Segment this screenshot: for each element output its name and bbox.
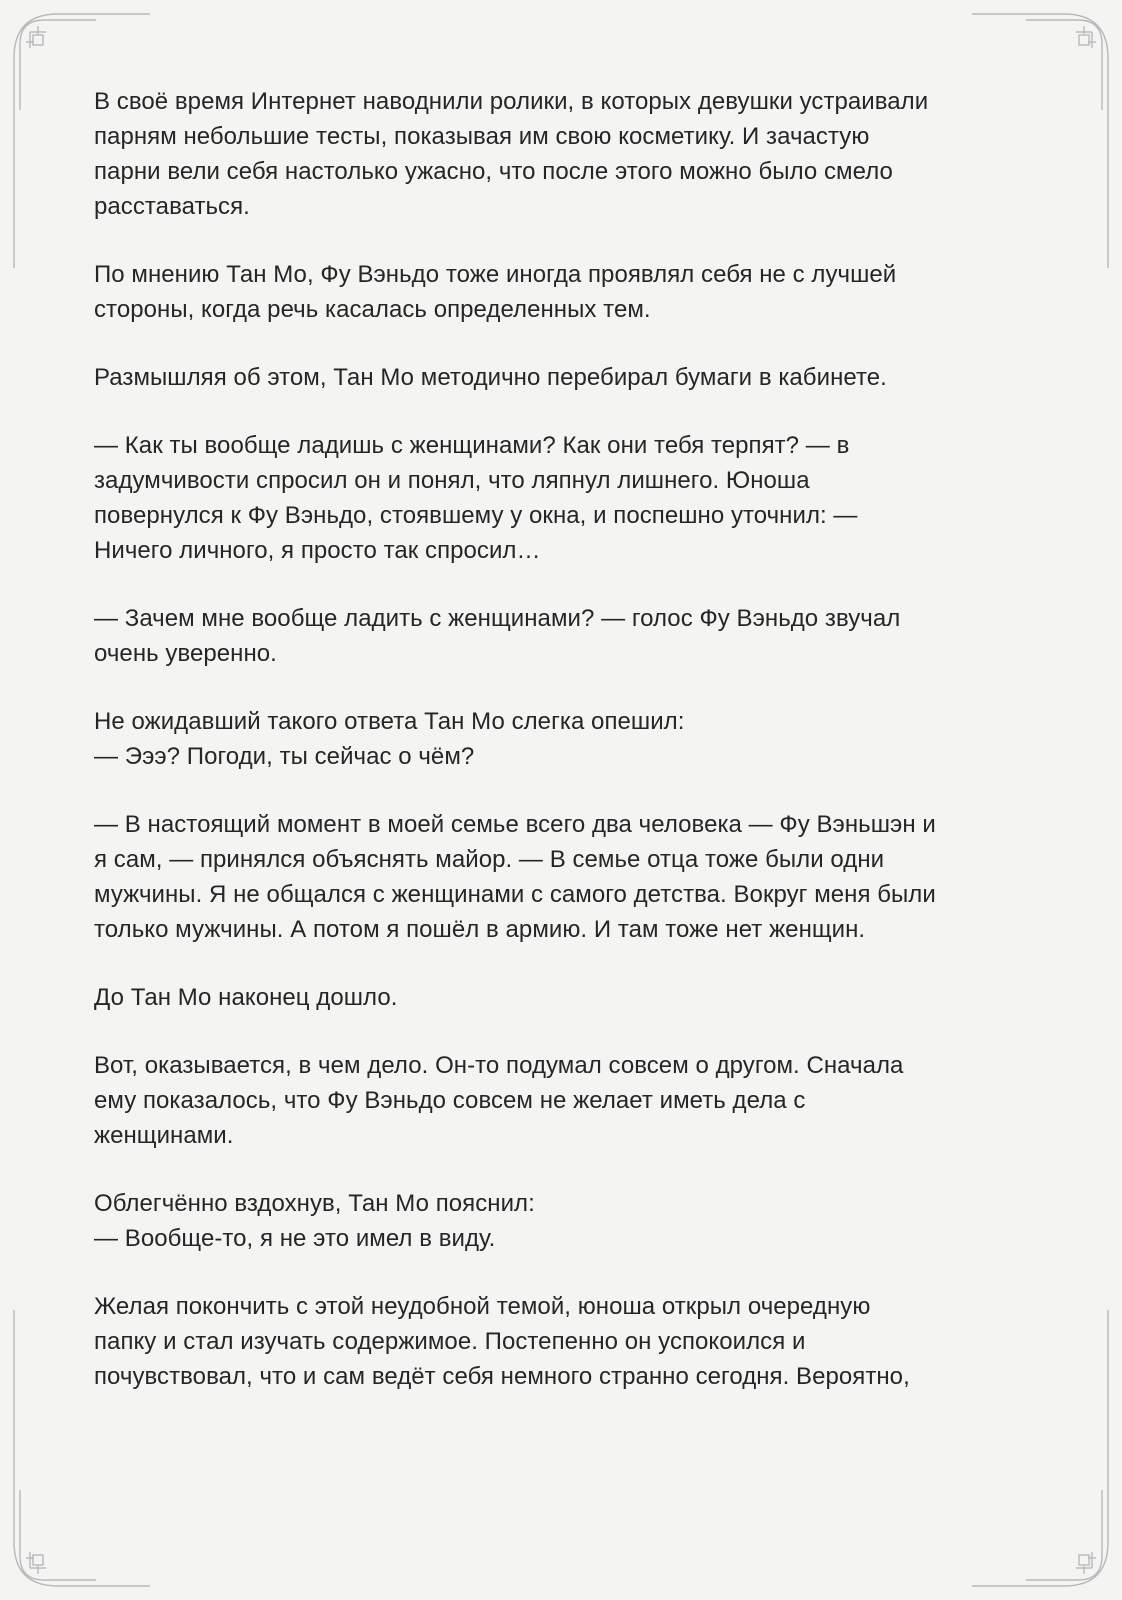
text-line: мужчины. Я не общался с женщинами с самого детства. Вокруг меня были (94, 881, 936, 908)
paragraph (94, 704, 1044, 774)
text-line: — В настоящий момент в моей семье всего два человека — Фу Вэньшэн и (94, 811, 936, 838)
text-line: почувствовал, что и сам ведёт себя немного странно сегодня. Вероятно, (94, 1363, 910, 1390)
text-line: Желая покончить с этой неудобной темой, юноша открыл очередную (94, 1293, 871, 1320)
text-line: Облегчённо вздохнув, Тан Мо пояснил: (94, 1190, 535, 1217)
text-line: По мнению Тан Мо, Фу Вэньдо тоже иногда проявлял себя не с лучшей (94, 261, 897, 288)
paragraph (94, 257, 1044, 327)
text-line: Вот, оказывается, в чем дело. Он-то подумал совсем о другом. Сначала (94, 1052, 904, 1079)
text-line: До Тан Мо наконец дошло. (94, 984, 398, 1011)
text-line: — Эээ? Погоди, ты сейчас о чём? (94, 743, 475, 770)
paragraph (94, 1289, 1044, 1394)
paragraph (94, 807, 1044, 947)
text-line: Ничего личного, я просто так спросил… (94, 537, 541, 564)
paragraph (94, 601, 1044, 671)
text-line: Не ожидавший такого ответа Тан Мо слегка опешил: (94, 708, 685, 735)
text-line: папку и стал изучать содержимое. Постепенно он успокоился и (94, 1328, 806, 1355)
text-line: очень уверенно. (94, 640, 277, 667)
text-line: В своё время Интернет наводнили ролики, в которых девушки устраивали (94, 88, 929, 115)
text-line: Размышляя об этом, Тан Мо методично перебирал бумаги в кабинете. (94, 364, 887, 391)
paragraph (94, 1186, 1044, 1256)
text-line: повернулся к Фу Вэньдо, стоявшему у окна, и поспешно уточнил: — (94, 502, 858, 529)
text-line: задумчивости спросил он и понял, что ляпнул лишнего. Юноша (94, 467, 810, 494)
text-line: — Как ты вообще ладишь с женщинами? Как они тебя терпят? — в (94, 432, 850, 459)
paragraph (94, 1048, 1044, 1153)
paragraph (94, 84, 1044, 224)
text-line: расставаться. (94, 193, 250, 220)
text-line: только мужчины. А потом я пошёл в армию. И там тоже нет женщин. (94, 916, 866, 943)
text-line: парни вели себя настолько ужасно, что после этого можно было смело (94, 158, 893, 185)
paragraph (94, 428, 1044, 568)
text-line: женщинами. (94, 1122, 234, 1149)
text-line: парням небольшие тесты, показывая им свою косметику. И зачастую (94, 123, 870, 150)
paragraph (94, 360, 1044, 395)
document-body (94, 84, 1044, 1427)
text-line: — Зачем мне вообще ладить с женщинами? — голос Фу Вэньдо звучал (94, 605, 901, 632)
text-line: стороны, когда речь касалась определенных тем. (94, 296, 651, 323)
paragraph (94, 980, 1044, 1015)
text-line: я сам, — принялся объяснять майор. — В семье отца тоже были одни (94, 846, 885, 873)
text-line: — Вообще-то, я не это имел в виду. (94, 1225, 496, 1252)
text-line: ему показалось, что Фу Вэньдо совсем не желает иметь дела с (94, 1087, 806, 1114)
